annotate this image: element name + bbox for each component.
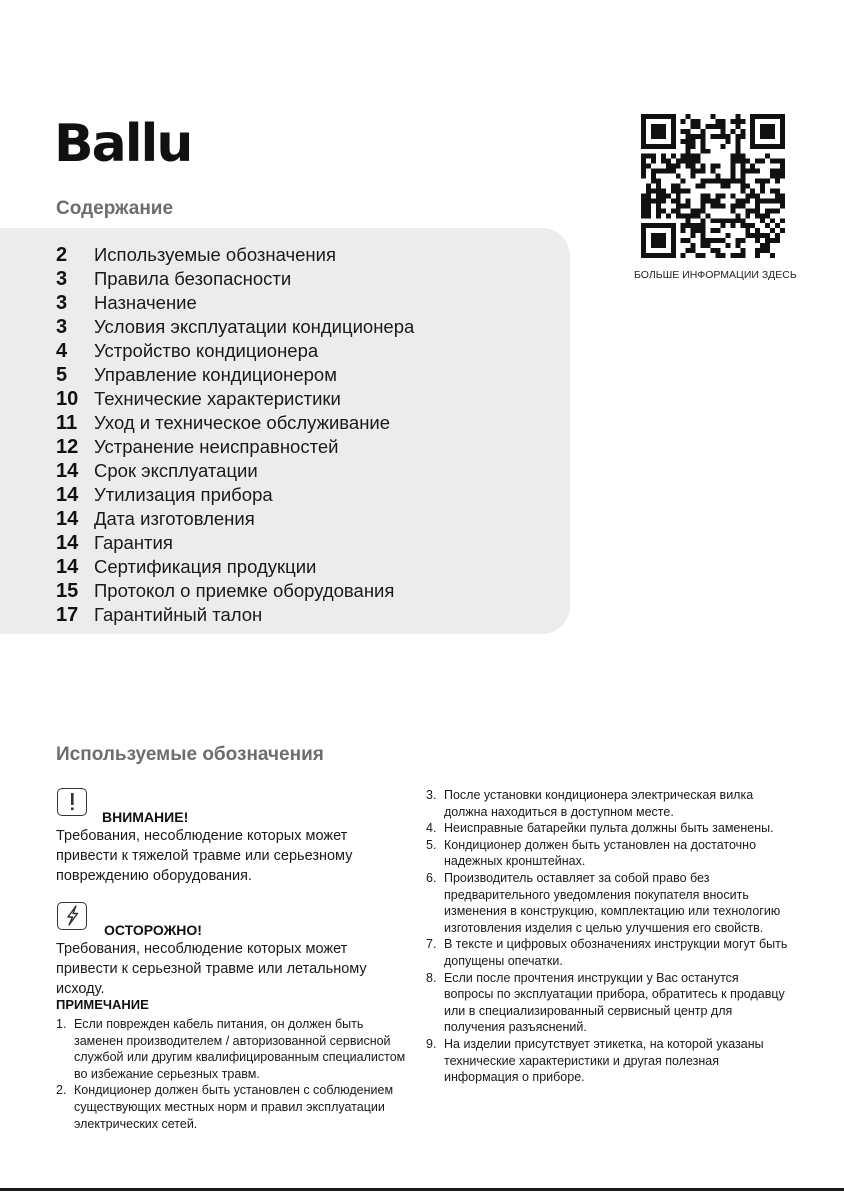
lightning-icon (57, 902, 87, 930)
toc-page-number: 14 (56, 484, 79, 506)
toc-list (56, 243, 414, 627)
caution-text: Требования, несоблюдение которых может привести к серьезной травме или летальному исходу. (56, 941, 367, 997)
toc-item[interactable] (56, 411, 414, 435)
toc-title: Сертификация продукции (94, 556, 317, 577)
toc-page-number: 5 (56, 364, 68, 386)
toc-page-number: 2 (56, 244, 68, 266)
notes-list-left (56, 1016, 408, 1132)
note-item (426, 936, 788, 969)
toc-page-number: 15 (56, 580, 79, 602)
toc-title: Протокол о приемке оборудования (94, 580, 395, 601)
toc-item[interactable] (56, 315, 414, 339)
note-text: Кондиционер должен быть установлен с соблюдением существующих местных норм и правил эксплуатации электрических сетей. (74, 1083, 394, 1131)
note-item (426, 870, 788, 936)
toc-item[interactable] (56, 531, 414, 555)
toc-title: Назначение (94, 292, 197, 313)
toc-title: Срок эксплуатации (94, 460, 258, 481)
toc-page-number: 4 (56, 340, 68, 362)
toc-item[interactable] (56, 339, 414, 363)
toc-page-number: 14 (56, 532, 79, 554)
note-item (56, 1016, 408, 1082)
note-text: Неисправные батарейки пульта должны быть заменены. (444, 821, 774, 836)
toc-item[interactable] (56, 603, 414, 627)
note-number: 6. (426, 870, 437, 885)
note-item (426, 1036, 788, 1086)
toc-page-number: 14 (56, 508, 79, 530)
section-heading: Используемые обозначения (56, 744, 324, 765)
toc-title: Гарантийный талон (94, 604, 263, 625)
qr-code[interactable] (641, 114, 785, 258)
toc-page-number: 3 (56, 268, 68, 290)
toc-item[interactable] (56, 579, 414, 603)
toc-item[interactable] (56, 507, 414, 531)
bottom-rule (0, 1188, 844, 1191)
toc-title: Дата изготовления (94, 508, 255, 529)
note-text: Если поврежден кабель питания, он должен быть заменен производителем / авторизованной сервисной службой или другим квалифицированным специалистом во избежание серьезных травм. (74, 1017, 406, 1081)
note-heading: ПРИМЕЧАНИЕ (56, 997, 149, 1012)
note-item (56, 1082, 408, 1132)
note-number: 9. (426, 1036, 437, 1051)
qr-caption: БОЛЬШЕ ИНФОРМАЦИИ ЗДЕСЬ (634, 269, 797, 281)
toc-title: Утилизация прибора (94, 484, 273, 505)
note-item (426, 837, 788, 870)
exclamation-icon (57, 788, 87, 816)
toc-item[interactable] (56, 483, 414, 507)
note-number: 1. (56, 1017, 67, 1031)
note-text: На изделии присутствует этикетка, на которой указаны технические характеристики и другая полезная информация о приборе. (444, 1036, 764, 1085)
note-number: 2. (56, 1083, 67, 1098)
toc-item[interactable] (56, 459, 414, 483)
toc-page-number: 11 (56, 412, 78, 434)
note-item (426, 787, 788, 820)
toc-title: Уход и техническое обслуживание (94, 412, 391, 433)
note-text: Производитель оставляет за собой право без предварительного уведомления покупателя вносить изменения в конструкцию, комплектацию или технологию изготовления изделия с целью улучшения его свойств. (444, 870, 781, 935)
note-text: В тексте и цифровых обозначениях инструкции могут быть допущены опечатки. (444, 937, 788, 968)
toc-item[interactable] (56, 363, 414, 387)
toc-title: Устройство кондиционера (94, 340, 319, 361)
toc-page-number: 3 (56, 316, 68, 338)
toc-item[interactable] (56, 267, 414, 291)
toc-item[interactable] (56, 291, 414, 315)
toc-page-number: 14 (56, 460, 79, 482)
toc-title: Устранение неисправностей (94, 436, 339, 457)
toc-item[interactable] (56, 243, 414, 267)
note-number: 3. (426, 788, 437, 802)
note-number: 5. (426, 837, 437, 852)
toc-title: Гарантия (94, 532, 173, 553)
note-item (426, 820, 788, 837)
toc-page-number: 10 (56, 388, 79, 410)
toc-title: Правила безопасности (94, 268, 292, 289)
brand-logo: Ballu (54, 114, 192, 174)
toc-page-number: 17 (56, 604, 79, 626)
attention-text: Требования, несоблюдение которых может привести к тяжелой травме или серьезному повреждению оборудования. (56, 828, 353, 884)
note-text: Если после прочтения инструкции у Вас останутся вопросы по эксплуатации прибора, обратитесь к продавцу или в специализированный сервисный центр для получения разъяснений. (444, 970, 785, 1035)
toc-title: Управление кондиционером (94, 364, 337, 385)
toc-item[interactable] (56, 387, 414, 411)
toc-page-number: 14 (56, 556, 79, 578)
toc-title: Условия эксплуатации кондиционера (94, 316, 415, 337)
note-text: После установки кондиционера электрическая вилка должна находиться в доступном месте. (444, 788, 754, 819)
caution-label: ОСТОРОЖНО! (104, 922, 202, 938)
note-item (426, 970, 788, 1036)
toc-title: Используемые обозначения (94, 244, 336, 265)
toc-title: Технические характеристики (94, 388, 341, 409)
note-text: Кондиционер должен быть установлен на достаточно надежных кронштейнах. (444, 837, 757, 869)
toc-page-number: 12 (56, 436, 79, 458)
toc-heading: Содержание (56, 198, 174, 219)
toc-item[interactable] (56, 555, 414, 579)
toc-item[interactable] (56, 435, 414, 459)
note-number: 8. (426, 970, 437, 985)
notes-list-right (426, 787, 788, 1086)
note-number: 4. (426, 821, 437, 836)
note-number: 7. (426, 937, 437, 952)
toc-page-number: 3 (56, 292, 68, 314)
attention-label: ВНИМАНИЕ! (102, 809, 189, 825)
